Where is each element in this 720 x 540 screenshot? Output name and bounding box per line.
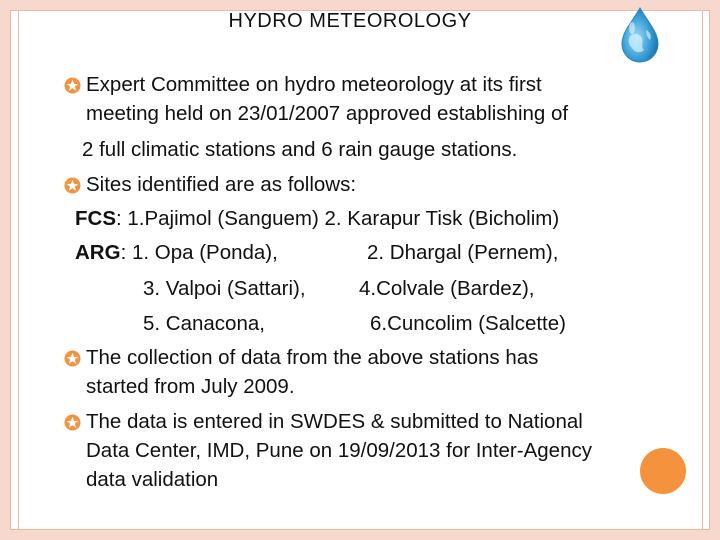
arg-station-4: 4.Colvale (Bardez), [359,277,535,300]
arg-station-5: 5. Canacona, [143,312,265,335]
slide-title: HYDRO METEOROLOGY [228,10,472,32]
fcs-line [75,204,559,233]
star-bullet-icon [64,177,81,194]
bullet3-line2: started from July 2009. [86,375,295,398]
bullet4-line2: Data Center, IMD, Pune on 19/09/2013 for Inter-Agency [86,439,592,462]
star-bullet-icon [64,77,81,94]
bullet4-line3: data validation [86,468,219,491]
arg-station-2: 2. Dhargal (Pernem), [367,241,559,264]
bullet1-line3: 2 full climatic stations and 6 rain gauge stations. [82,138,518,161]
arg-text: : 1. Opa (Ponda), [120,241,278,264]
fcs-label: FCS [75,207,116,230]
star-bullet-icon [64,414,81,431]
bullet4-line1: The data is entered in SWDES & submitted to National [86,410,583,433]
orange-circle-decoration [640,448,686,494]
bullet2-line1: Sites identified are as follows: [86,173,357,196]
bullet1-line1: Expert Committee on hydro meteorology at its first [86,73,542,96]
bullet3-line1: The collection of data from the above stations has [86,346,539,369]
arg-label: ARG [75,241,121,264]
bullet1-line2: meeting held on 23/01/2007 approved establishing of [86,102,569,125]
frame-rule-right [702,10,703,530]
arg-line [75,238,278,267]
fcs-text: : 1.Pajimol (Sanguem) 2. Karapur Tisk (Bicholim) [116,207,560,230]
arg-station-3: 3. Valpoi (Sattari), [143,277,306,300]
frame-rule-left [18,10,19,530]
arg-station-6: 6.Cuncolim (Salcette) [370,312,566,335]
water-drop-globe-icon [616,6,664,64]
star-bullet-icon [64,350,81,367]
